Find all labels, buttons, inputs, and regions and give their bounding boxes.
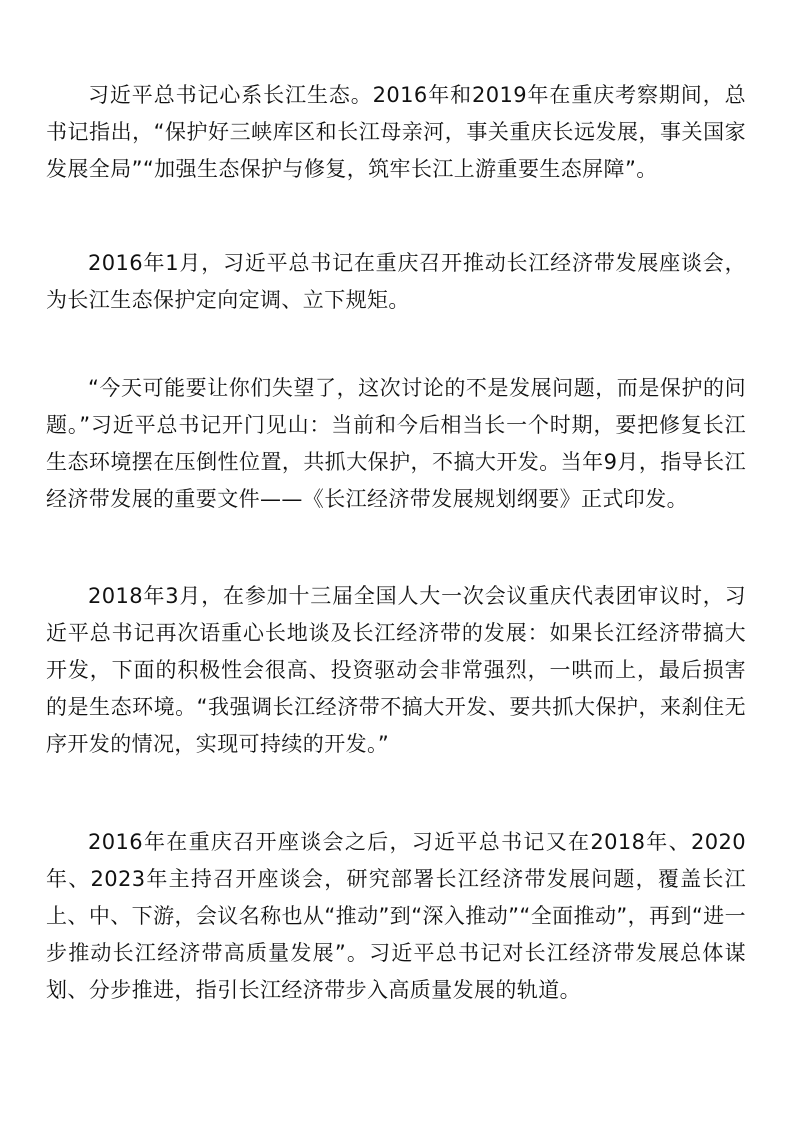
paragraph-2: 2016年1月，习近平总书记在重庆召开推动长江经济带发展座谈会，为长江生态保护定向定调、立下规矩。	[46, 251, 746, 312]
paragraph-1: 习近平总书记心系长江生态。2016年和2019年在重庆考察期间，总书记指出，“保护好三峡库区和长江母亲河，事关重庆长远发展，事关国家发展全局”“加强生态保护与修复，筑牢长江上游重要生态屏障”。	[46, 83, 746, 181]
paragraph-5: 2016年在重庆召开座谈会之后，习近平总书记又在2018年、2020年、2023年主持召开座谈会，研究部署长江经济带发展问题，覆盖长江上、中、下游，会议名称也从“推动”到“深入推动”“全面推动”，再到“进一步推动长江经济带高质量发展”。习近平总书记对长江经济带发展总体谋划、分步推进，指引长江经济带步入高质量发展的轨道。	[46, 830, 746, 1002]
paragraph-3: “今天可能要让你们失望了，这次讨论的不是发展问题，而是保护的问题。”习近平总书记开门见山：当前和今后相当长一个时期，要把修复长江生态环境摆在压倒性位置，共抓大保护，不搞大开发。当年9月，指导长江经济带发展的重要文件——《长江经济带发展规划纲要》正式印发。	[46, 376, 746, 511]
paragraph-4: 2018年3月，在参加十三届全国人大一次会议重庆代表团审议时，习近平总书记再次语重心长地谈及长江经济带的发展：如果长江经济带搞大开发，下面的积极性会很高、投资驱动会非常强烈，一哄而上，最后损害的是生态环境。“我强调长江经济带不搞大开发、要共抓大保护，来刹住无序开发的情况，实现可持续的开发。”	[46, 584, 746, 756]
